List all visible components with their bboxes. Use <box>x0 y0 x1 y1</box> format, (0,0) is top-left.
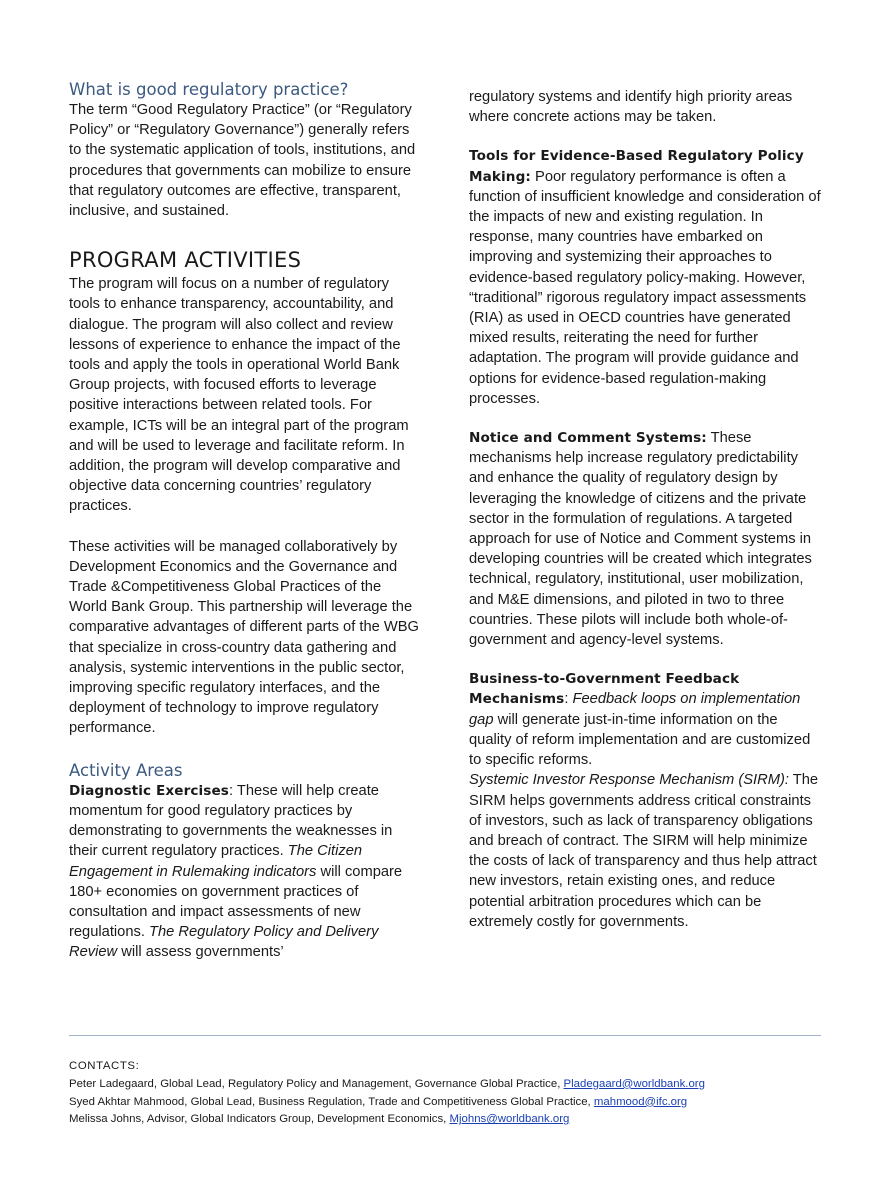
contacts-block <box>69 1058 829 1129</box>
tools-label: Making: <box>469 168 531 185</box>
contact-line <box>69 1111 829 1129</box>
left-column <box>69 80 421 963</box>
contact-text: Melissa Johns, Advisor, Global Indicators Group, Development Economics, <box>69 1113 450 1126</box>
b2g-text: will generate just-in-time information on the quality of reform implementation and are customized to specific reforms. <box>469 711 811 769</box>
b2g-paragraph <box>469 689 821 770</box>
program-paragraph-2: These activities will be managed collaboratively by Development Economics and the Governance and Trade &Competitiveness Global Practices of the World Bank Group. This partnership will leverage the comparative advantages of different parts of the WBG that specialize in cross-country data gathering and analysis, systemic interventions in the public sector, improving specific regulatory interfaces, and the deployment of technology to improve regulatory performance. <box>69 538 419 737</box>
diagnostic-exercises-label: Diagnostic Exercises <box>69 782 230 799</box>
tools-text: Poor regulatory performance is often a function of insufficient knowledge and consideration of the impacts of new and existing regulation. In response, many countries have embarked on improving and systemizing their approaches to evidence-based regulatory policy-making. However, “traditional” rigorous regulatory impact assessments (RIA) as used in OECD countries have generated mixed results, reiterating the need for further adaptation. The program will provide guidance and options for evidence-based regulation-making processes. <box>469 168 821 407</box>
tools-section <box>469 146 821 409</box>
tools-heading: Tools for Evidence-Based Regulatory Policy <box>469 148 804 165</box>
b2g-section <box>469 669 821 932</box>
notice-paragraph <box>469 428 821 650</box>
diagnostic-text-3: will assess governments’ <box>117 944 284 961</box>
diagnostic-text-1: : These will help create momentum for good regulatory practices by demonstrating to governments the weaknesses in their current regulatory practices. <box>69 782 393 860</box>
notice-text: These mechanisms help increase regulatory predictability and enhance the quality of regulatory design by leveraging the knowledge of citizens and the private sector in the formulation of regulations. A targeted approach for use of Notice and Comment systems in developing countries will be created which integrates technical, regulatory, institutional, user mobilization, and M&E dimensions, and piloted in two to three countries. These pilots will include both whole-of-government and agency-level systems. <box>469 430 812 649</box>
contact-text: Peter Ladegaard, Global Lead, Regulatory Policy and Management, Governance Global Practice, <box>69 1077 564 1090</box>
good-practice-heading: What is good regulatory practice? <box>69 80 349 99</box>
contact-line <box>69 1094 829 1112</box>
notice-section <box>469 428 821 650</box>
b2g-heading: Business-to-Government Feedback <box>469 671 740 688</box>
notice-label: Notice and Comment Systems: <box>469 430 707 447</box>
diagnostic-italic-2: The Regulatory Policy and Delivery Review <box>69 924 379 961</box>
activity-areas-heading: Activity Areas <box>69 760 183 780</box>
sirm-italic: Systemic Investor Response Mechanism (SIRM): <box>469 772 789 789</box>
diagnostic-exercises-paragraph <box>69 781 421 963</box>
contact-email-link[interactable]: mahmood@ifc.org <box>593 1095 688 1108</box>
tools-paragraph <box>469 167 821 409</box>
sirm-paragraph <box>469 770 821 932</box>
contact-email-link[interactable]: Pladegaard@worldbank.org <box>563 1077 705 1090</box>
contact-text: Syed Akhtar Mahmood, Global Lead, Business Regulation, Trade and Competitiveness Global Practice, <box>69 1095 594 1108</box>
diagnostic-italic-1: The Citizen Engagement in Rulemaking indicators <box>69 843 363 880</box>
contact-email-link[interactable]: Mjohns@worldbank.org <box>449 1113 570 1126</box>
contact-line <box>69 1076 829 1094</box>
diagnostic-text-2: will compare 180+ economies on government practices of consultation and impact assessments of new regulations. <box>69 863 403 941</box>
b2g-colon: : <box>564 691 573 708</box>
b2g-label: Mechanisms <box>469 691 565 708</box>
program-paragraph-1: The program will focus on a number of regulatory tools to enhance transparency, accountability, and dialogue. The program will also collect and review lessons of experience to enhance the impact of the tools and apply the tools in operational World Bank Group projects, with focused efforts to leverage positive interactions between related tools. For example, ICTs will be an integral part of the program and will be used to leverage and facilitate reform. In addition, the program will develop comparative and objective data concerning countries’ regulatory practices. <box>69 276 409 515</box>
right-column <box>469 87 821 932</box>
sirm-text: The SIRM helps governments address critical constraints of investors, such as lack of transparency obligations and breach of contract. The SIRM will help minimize the costs of lack of transparency and thus help attract new investors, retain existing ones, and reduce potential arbitration procedures which can be extremely costly for governments. <box>469 772 819 930</box>
b2g-italic: Feedback loops on implementation gap <box>469 691 801 728</box>
continued-paragraph: regulatory systems and identify high priority areas where concrete actions may be taken. <box>469 89 793 126</box>
program-activities-heading: PROGRAM ACTIVITIES <box>69 248 302 273</box>
footer-divider <box>69 1035 821 1036</box>
contacts-label: CONTACTS: <box>69 1060 140 1072</box>
good-practice-paragraph: The term “Good Regulatory Practice” (or “Regulatory Policy” or “Regulatory Governance”) generally refers to the systematic application of tools, institutions, and procedures that governments can mobilize to ensure that regulatory outcomes are effective, transparent, inclusive, and sustained. <box>69 102 416 220</box>
